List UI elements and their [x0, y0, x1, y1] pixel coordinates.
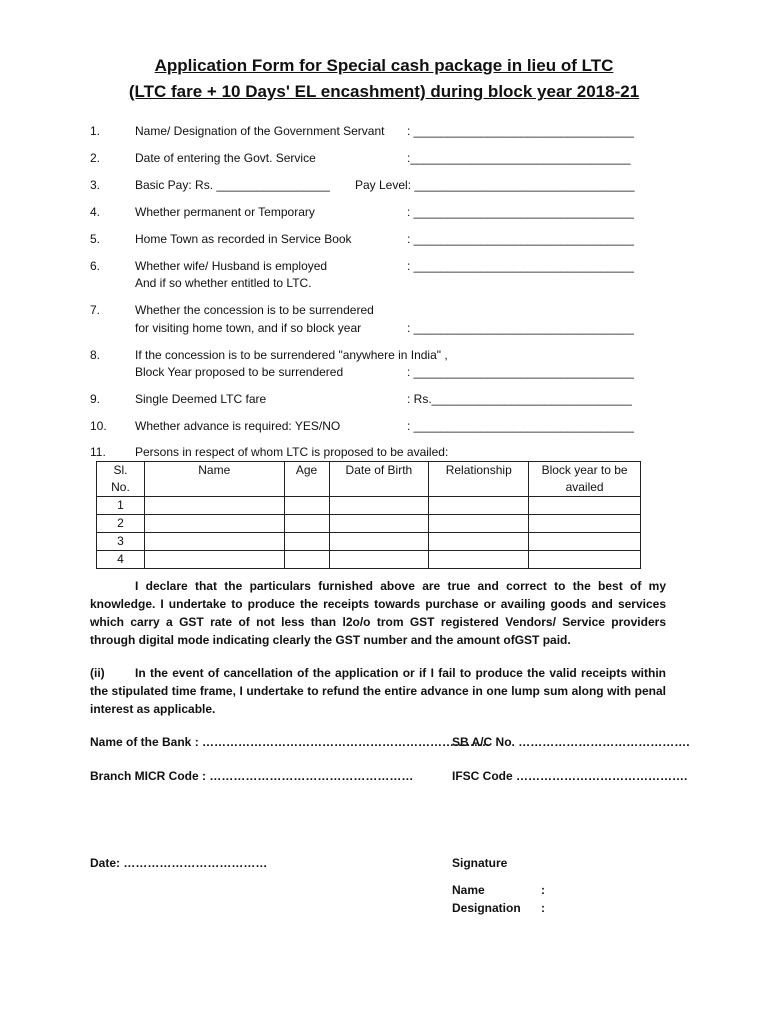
name-cell[interactable] [144, 515, 284, 533]
bank-name-field[interactable]: Name of the Bank : ……………………………………………………………… [90, 735, 491, 749]
table-row [97, 533, 641, 551]
row-number: 4 [97, 551, 145, 569]
age-cell[interactable] [284, 533, 329, 551]
name-cell[interactable] [144, 533, 284, 551]
date-field[interactable]: Date: ……………………………… [90, 856, 268, 870]
field-label-continued: Block Year proposed to be surrendered [135, 365, 344, 379]
field-label: Whether wife/ Husband is employed [135, 259, 328, 273]
pay-level-field[interactable]: Pay Level: _________________________________ [355, 178, 635, 192]
row-number: 1 [97, 497, 145, 515]
field-number: 3. [90, 178, 101, 192]
field-number: 1. [90, 124, 101, 138]
header-sl-no: Sl. No. [97, 462, 145, 497]
field-blank[interactable]: : Rs.______________________________ [407, 392, 632, 406]
field-number: 11. [90, 445, 106, 459]
field-blank[interactable]: : _________________________________ [407, 365, 634, 379]
field-blank[interactable]: :_________________________________ [407, 151, 631, 165]
name-label: Name [452, 883, 485, 897]
age-cell[interactable] [284, 515, 329, 533]
field-blank[interactable]: : _________________________________ [407, 321, 634, 335]
name-cell[interactable] [144, 497, 284, 515]
table-row [97, 497, 641, 515]
field-label: Whether advance is required: YES/NO [135, 419, 341, 433]
field-label: Name/ Designation of the Government Servant [135, 124, 385, 138]
field-label: Date of entering the Govt. Service [135, 151, 316, 165]
designation-label: Designation [452, 901, 521, 915]
table-row [97, 551, 641, 569]
ifsc-code-field[interactable]: IFSC Code ……………………………………. [452, 769, 688, 783]
designation-colon[interactable]: : [541, 901, 545, 915]
form-title-line-1: Application Form for Special cash package in lieu of LTC [154, 56, 614, 75]
field-number: 8. [90, 348, 101, 362]
block-year-cell[interactable] [529, 551, 641, 569]
dob-cell[interactable] [329, 497, 429, 515]
signature-label: Signature [452, 856, 508, 870]
field-label: Whether permanent or Temporary [135, 205, 315, 219]
field-label-continued: for visiting home town, and if so block year [135, 321, 362, 335]
field-label: Home Town as recorded in Service Book [135, 232, 352, 246]
block-year-cell[interactable] [529, 515, 641, 533]
field-blank[interactable]: : _________________________________ [407, 124, 634, 138]
field-number: 4. [90, 205, 101, 219]
header-name: Name [144, 462, 284, 497]
age-cell[interactable] [284, 497, 329, 515]
header-age: Age [284, 462, 329, 497]
field-label: If the concession is to be surrendered "anywhere in India" , [135, 348, 448, 362]
declaration-paragraph: I declare that the particulars furnished above are true and correct to the best of my knowledge. I undertake to produce the receipts towards purchase or availing goods and services which carry a GST rate of not less than l2o/o trom GST registered Vendors/ Service providers through digital mode indicating clearly the GST number and the amount ofGST paid. [90, 579, 666, 647]
row-number: 2 [97, 515, 145, 533]
field-label-continued: And if so whether entitled to LTC. [135, 276, 312, 290]
block-year-cell[interactable] [529, 533, 641, 551]
dob-cell[interactable] [329, 551, 429, 569]
field-number: 2. [90, 151, 101, 165]
field-label: Whether the concession is to be surrendered [135, 303, 374, 317]
clause-ii-number: (ii) [90, 666, 105, 680]
name-colon[interactable]: : [541, 883, 545, 897]
field-number: 6. [90, 259, 101, 273]
name-cell[interactable] [144, 551, 284, 569]
field-number: 5. [90, 232, 101, 246]
field-blank[interactable]: : _________________________________ [407, 232, 634, 246]
header-relationship: Relationship [429, 462, 529, 497]
age-cell[interactable] [284, 551, 329, 569]
row-number: 3 [97, 533, 145, 551]
relationship-cell[interactable] [429, 497, 529, 515]
field-number: 10. [90, 419, 107, 433]
field-label: Single Deemed LTC fare [135, 392, 267, 406]
header-block-year: Block year to be availed [529, 462, 641, 497]
dob-cell[interactable] [329, 533, 429, 551]
table-header-row [97, 462, 641, 497]
field-blank[interactable]: : _________________________________ [407, 205, 634, 219]
relationship-cell[interactable] [429, 551, 529, 569]
sb-account-field[interactable]: SB A/C No. ……………………………………. [452, 735, 690, 749]
header-date-of-birth: Date of Birth [329, 462, 429, 497]
form-title-line-2: (LTC fare + 10 Days' EL encashment) during block year 2018-21 [128, 82, 640, 101]
dob-cell[interactable] [329, 515, 429, 533]
field-number: 9. [90, 392, 101, 406]
field-blank[interactable]: : _________________________________ [407, 259, 634, 273]
block-year-cell[interactable] [529, 497, 641, 515]
relationship-cell[interactable] [429, 533, 529, 551]
persons-table [96, 461, 641, 569]
field-number: 7. [90, 303, 101, 317]
basic-pay-field[interactable]: Basic Pay: Rs. _________________ [135, 178, 330, 192]
field-blank[interactable]: : _________________________________ [407, 419, 634, 433]
table-row [97, 515, 641, 533]
relationship-cell[interactable] [429, 515, 529, 533]
field-label: Persons in respect of whom LTC is proposed to be availed: [135, 445, 449, 459]
clause-ii-paragraph: In the event of cancellation of the application or if I fail to produce the valid receipts within the stipulated time frame, I undertake to refund the entire advance in one lump sum along with penal interest as applicable. [90, 666, 666, 716]
micr-code-field[interactable]: Branch MICR Code : …………………………………………… [90, 769, 414, 783]
